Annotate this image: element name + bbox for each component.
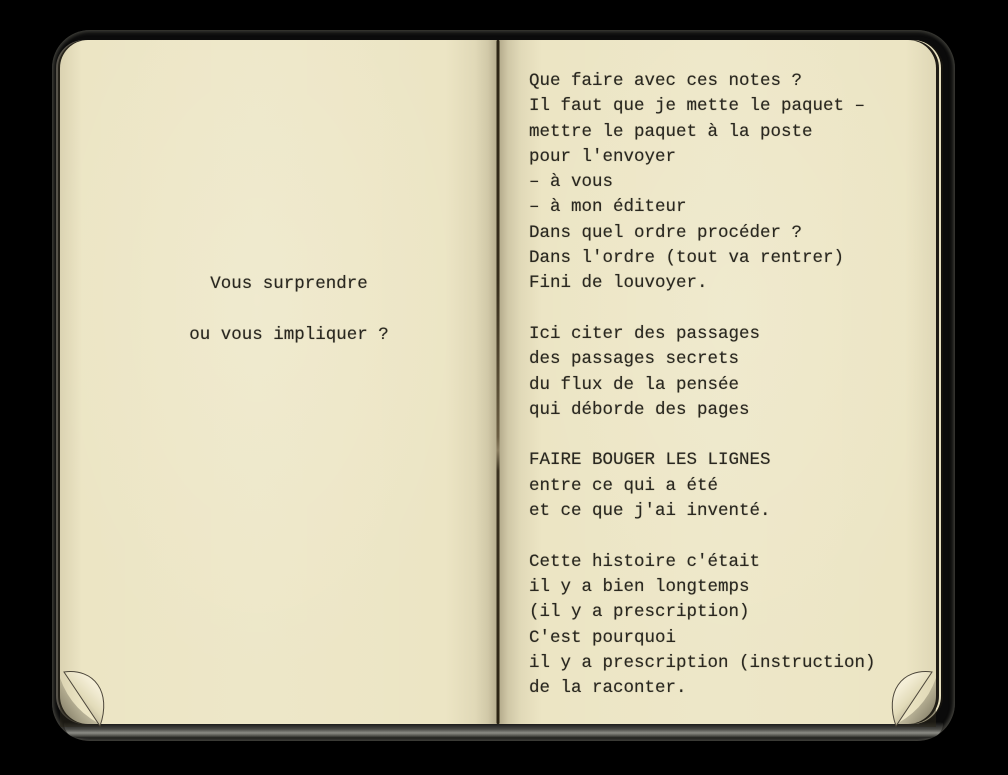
right-page	[498, 40, 936, 724]
text-line: – à mon éditeur	[529, 197, 687, 218]
text-line: ou vous impliquer ?	[189, 324, 389, 345]
text-line: il y a bien longtemps	[529, 576, 750, 597]
text-line: (il y a prescription)	[529, 602, 750, 623]
text-line: de la raconter.	[529, 678, 687, 699]
stanza	[529, 550, 876, 702]
text-line: Que faire avec ces notes ?	[529, 71, 803, 91]
text-line: – à vous	[529, 172, 614, 193]
text-line: entre ce qui a été	[529, 475, 719, 496]
text-line: mettre le paquet à la poste	[529, 121, 813, 142]
page-curl-right[interactable]	[876, 664, 940, 728]
text-line: il y a prescription (instruction)	[529, 652, 876, 673]
text-line: C'est pourquoi	[529, 627, 677, 648]
text-line	[80, 297, 498, 322]
text-line: pour l'envoyer	[529, 146, 677, 167]
text-line: du flux de la pensée	[529, 374, 740, 395]
stanza	[529, 448, 876, 524]
text-line: et ce que j'ai inventé.	[529, 501, 771, 522]
page-curl-left[interactable]	[56, 664, 120, 728]
notebook-cover-edge	[64, 722, 943, 738]
spine-line	[497, 40, 500, 724]
text-line: FAIRE BOUGER LES LIGNES	[529, 450, 771, 471]
text-line: Cette histoire c'était	[529, 551, 761, 572]
text-line: Dans quel ordre procéder ?	[529, 222, 803, 243]
text-line: Ici citer des passages	[529, 323, 761, 344]
stanza	[529, 322, 876, 423]
notebook	[52, 30, 955, 741]
stanza	[529, 69, 876, 297]
text-line: Vous surprendre	[210, 274, 368, 294]
right-page-text	[529, 69, 876, 701]
text-line: Il faut que je mette le paquet –	[529, 96, 866, 117]
left-page-text	[60, 272, 498, 348]
text-line: Fini de louvoyer.	[529, 273, 708, 294]
text-line: des passages secrets	[529, 349, 740, 370]
text-line: qui déborde des pages	[529, 399, 750, 420]
page-spread	[60, 40, 936, 724]
text-line: Dans l'ordre (tout va rentrer)	[529, 248, 845, 269]
left-page	[60, 40, 498, 724]
